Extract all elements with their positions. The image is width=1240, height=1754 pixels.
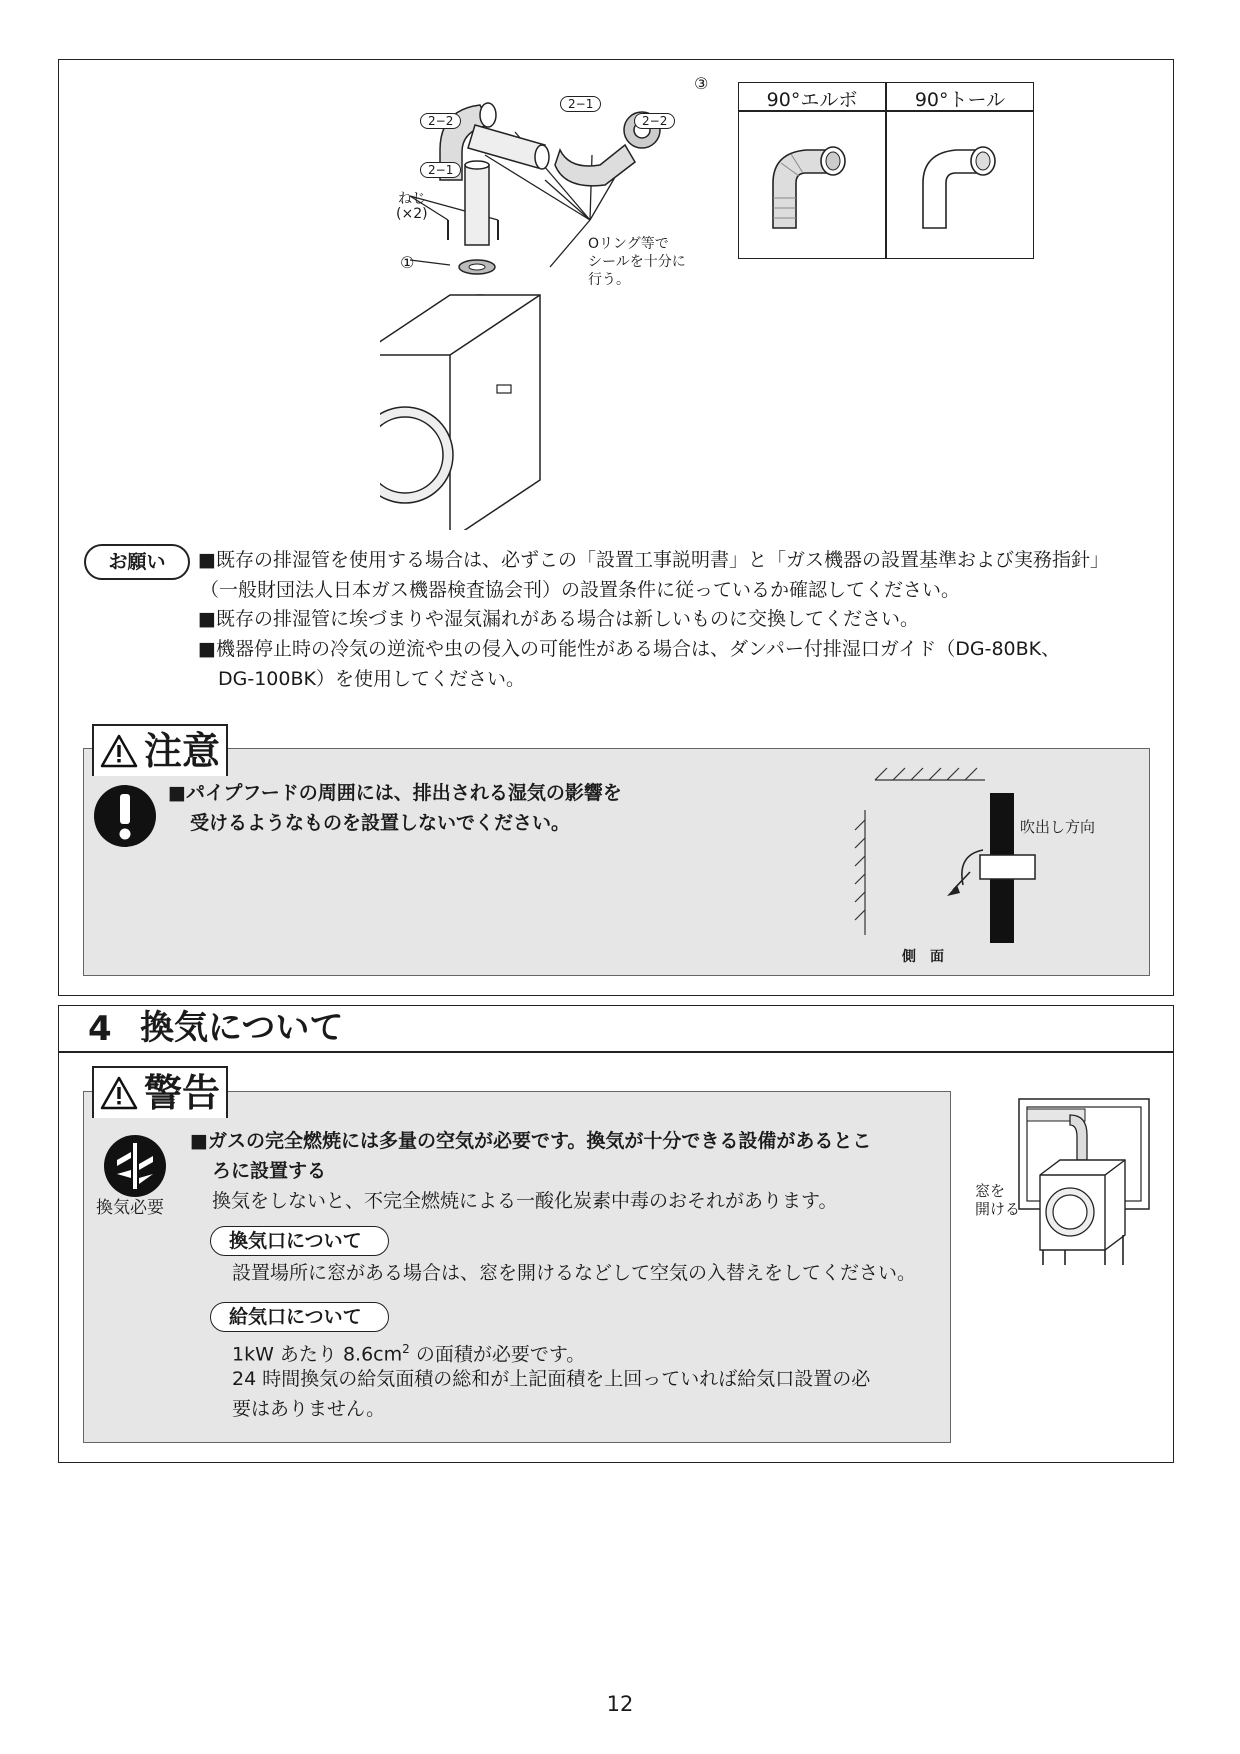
window-open-label-2: 開ける: [975, 1200, 1021, 1218]
onegai-item-4: ■機器停止時の冷気の逆流や虫の侵入の可能性がある場合は、ダンパー付排湿口ガイド（DG-80BK、: [198, 638, 1061, 660]
pipe-hood-side-diagram: [835, 760, 1095, 945]
onegai-item-5: DG-100BK）を使用してください。: [218, 668, 525, 690]
caution-line-2: 受けるようなものを設置しないでください。: [190, 812, 571, 834]
window-open-diagram: [1015, 1095, 1155, 1265]
caution-line-1: ■パイプフードの周囲には、排出される湿気の影響を: [168, 782, 622, 804]
seal-label-line3: 行う。: [588, 272, 630, 288]
supply-text-1a: 1kW あたり 8.6cm: [232, 1343, 403, 1366]
section4-number: 4: [88, 1009, 112, 1049]
warning-triangle-icon: [100, 1075, 138, 1111]
onegai-badge: お願い: [84, 544, 190, 580]
warning-title: 警告: [144, 1071, 221, 1115]
part-label-2-2-left: 2−2: [420, 113, 461, 129]
window-open-label-1: 窓を: [975, 1182, 1006, 1200]
section4-title: 換気について: [140, 1008, 344, 1048]
section4-title-divider: [59, 1051, 1173, 1053]
onegai-item-3: ■既存の排湿管に埃づまりや湿気漏れがある場合は新しいものに交換してください。: [198, 608, 919, 630]
warning-triangle-icon: [100, 733, 138, 769]
exhaust-heading: 換気口について: [210, 1226, 389, 1256]
ventilation-icon-label: 換気必要: [96, 1198, 164, 1218]
warning-main-line-2: ろに設置する: [212, 1160, 327, 1182]
warning-sub-text: 換気をしないと、不完全燃焼による一酸化炭素中毒のおそれがあります。: [212, 1190, 838, 1212]
fittings-table: [738, 82, 1034, 259]
caution-tab: [92, 724, 228, 776]
elbow-illustration: [761, 138, 861, 238]
screw-label-line1: ねじ: [398, 191, 426, 207]
part-label-1: ①: [400, 253, 415, 272]
onegai-item-2: （一般財団法人日本ガス機器検査協会刊）の設置条件に従っているか確認してください。: [200, 579, 961, 601]
caution-title: 注意: [144, 729, 221, 773]
supply-text-1b: の面積が必要です。: [409, 1343, 586, 1366]
seal-label-line1: Oリング等で: [588, 236, 669, 252]
part-label-2-1-upper: 2−1: [560, 96, 601, 112]
screw-label-line2: (×2): [396, 206, 428, 222]
onegai-item-1: ■既存の排湿管を使用する場合は、必ずこの「設置工事説明書」と「ガス機器の設置基準および実務指針」: [198, 549, 1109, 571]
exclamation-icon: [93, 784, 157, 848]
blow-direction-label: 吹出し方向: [1020, 818, 1096, 836]
part-label-3: ③: [694, 74, 709, 93]
tee-header: 90°トール: [914, 89, 1006, 111]
side-view-label: 側 面: [902, 949, 944, 965]
warning-tab: [92, 1066, 228, 1118]
page-number: 12: [606, 1692, 634, 1716]
supply-text-2: 24 時間換気の給気面積の総和が上記面積を上回っていれば給気口設置の必: [232, 1368, 871, 1390]
supply-text-1-sup: 2: [402, 1342, 410, 1356]
supply-heading: 給気口について: [210, 1302, 389, 1332]
ventilation-required-icon: [103, 1134, 167, 1198]
supply-text-3: 要はありません。: [232, 1398, 386, 1420]
seal-label-line2: シールを十分に: [588, 254, 686, 270]
exhaust-text: 設置場所に窓がある場合は、窓を開けるなどして空気の入替えをしてください。: [232, 1262, 917, 1284]
elbow-header: 90°エルボ: [766, 89, 858, 111]
installation-diagram: [380, 70, 720, 530]
warning-main-line-1: ■ガスの完全燃焼には多量の空気が必要です。換気が十分できる設備があるとこ: [190, 1130, 872, 1152]
part-label-2-1-lower: 2−1: [420, 162, 461, 178]
part-label-2-2-right: 2−2: [634, 113, 675, 129]
tee-illustration: [911, 138, 1011, 238]
